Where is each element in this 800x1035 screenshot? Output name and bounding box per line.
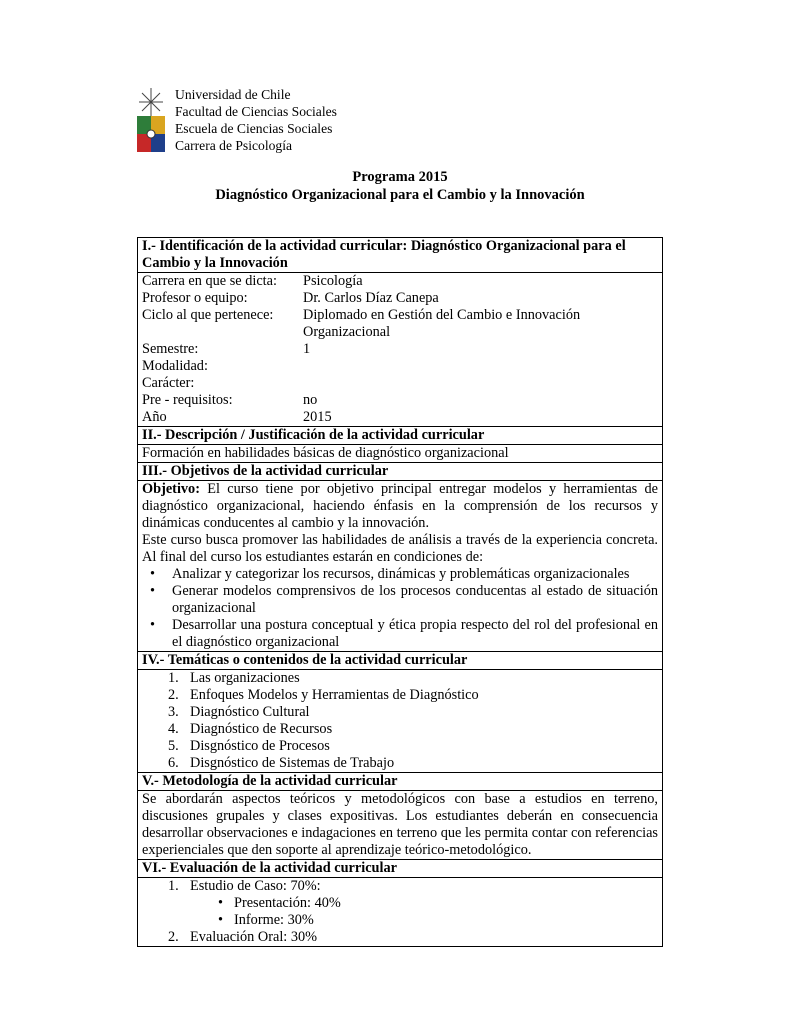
list-item: 5. Disgnóstico de Procesos: [168, 738, 330, 754]
section-6-body: [138, 877, 662, 946]
list-item: • Analizar y categorizar los recursos, dinámicas y problemáticas organizacionales: [142, 566, 658, 583]
section-3-heading: III.- Objetivos de la actividad curricular: [138, 462, 662, 480]
field-value: 1: [303, 341, 311, 357]
field-row: [142, 409, 658, 426]
field-row: [142, 290, 658, 307]
field-label: Carrera en que se dicta:: [142, 273, 277, 289]
institution-header: [135, 86, 337, 154]
field-label: Carácter:: [142, 375, 195, 391]
field-row: [142, 358, 658, 375]
field-label: Modalidad:: [142, 358, 208, 374]
section-6-heading: VI.- Evaluación de la actividad curricular: [138, 859, 662, 877]
header-line: Escuela de Ciencias Sociales: [175, 121, 333, 136]
title-line-1: Programa 2015: [352, 169, 448, 185]
identification-rows: [138, 272, 662, 426]
list-item: 4. Diagnóstico de Recursos: [168, 721, 333, 737]
header-line: Facultad de Ciencias Sociales: [175, 104, 337, 119]
objectives-list: [142, 566, 658, 651]
field-value: Psicología: [303, 273, 363, 289]
section-1-heading: I.- Identificación de la actividad curricular: Diagnóstico Organizacional para el Cambio y la Innovación: [142, 238, 626, 271]
section-5-text: Se abordarán aspectos teóricos y metodológicos con base a estudios en terreno, discusiones grupales y clases expositivas. Los estudiantes deberán en consecuencia desarrollar observaciones e indagaciones en terreno que les permita contar con referencias experienciales que den soporte al aprendizaje teórico-metodológico.: [138, 790, 662, 859]
evaluation-sublist: [142, 895, 658, 929]
field-label: Profesor o equipo:: [142, 290, 248, 306]
section-4-heading: IV.- Temáticas o contenidos de la actividad curricular: [138, 651, 662, 669]
list-item: 1. Las organizaciones: [168, 670, 300, 686]
field-label: Ciclo al que pertenece:: [142, 307, 274, 323]
header-line: Carrera de Psicología: [175, 138, 293, 153]
field-value: 2015: [303, 409, 332, 425]
field-row: [142, 375, 658, 392]
list-item: 6. Disgnóstico de Sistemas de Trabajo: [168, 755, 395, 771]
contents-list: [142, 670, 658, 772]
field-value: Dr. Carlos Díaz Canepa: [303, 290, 439, 306]
section-2-text: Formación en habilidades básicas de diagnóstico organizacional: [138, 444, 662, 462]
list-item: 2. Evaluación Oral: 30%: [168, 929, 318, 945]
university-logo-icon: [135, 86, 167, 154]
document-title: [0, 168, 800, 204]
list-item: • Desarrollar una postura conceptual y ética propia respecto del rol del profesional en el diagnóstico organizacional: [142, 617, 658, 651]
list-item: • Informe: 30%: [142, 912, 658, 929]
title-line-2: Diagnóstico Organizacional para el Cambio y la Innovación: [215, 187, 585, 203]
header-line: Universidad de Chile: [175, 87, 291, 102]
field-label: Pre - requisitos:: [142, 392, 233, 408]
field-label: Semestre:: [142, 341, 199, 357]
objective-text: El curso tiene por objetivo principal entregar modelos y herramientas de diagnóstico organizacional, haciendo énfasis en la comprensión de los recursos y dinámicas conducentes al cambio y la innovación.: [142, 481, 658, 531]
field-row: [142, 273, 658, 290]
field-label: Año: [142, 409, 167, 425]
objective-intro: Este curso busca promover las habilidades de análisis a través de la experiencia concreta. Al final del curso los estudiantes estarán en condiciones de:: [142, 532, 658, 565]
field-row: [142, 392, 658, 409]
program-table: [137, 237, 663, 947]
section-5-heading: V.- Metodología de la actividad curricular: [138, 772, 662, 790]
field-row: [142, 341, 658, 358]
section-4-body: [138, 669, 662, 772]
field-value: no: [303, 392, 318, 408]
list-item: • Presentación: 40%: [142, 895, 658, 912]
field-value: Diplomado en Gestión del Cambio e Innovación Organizacional: [303, 307, 581, 340]
list-item: • Generar modelos comprensivos de los procesos conducentas al estado de situación organizacional: [142, 583, 658, 617]
section-3-body: [138, 480, 662, 651]
section-2-heading: II.- Descripción / Justificación de la actividad curricular: [138, 426, 662, 444]
field-row: [142, 307, 658, 341]
evaluation-list: [142, 878, 658, 895]
list-item: 2. Enfoques Modelos y Herramientas de Diagnóstico: [168, 687, 479, 703]
list-item: 3. Diagnóstico Cultural: [168, 704, 310, 720]
list-item: 1. Estudio de Caso: 70%:: [168, 878, 321, 894]
objective-label: Objetivo:: [142, 481, 200, 497]
